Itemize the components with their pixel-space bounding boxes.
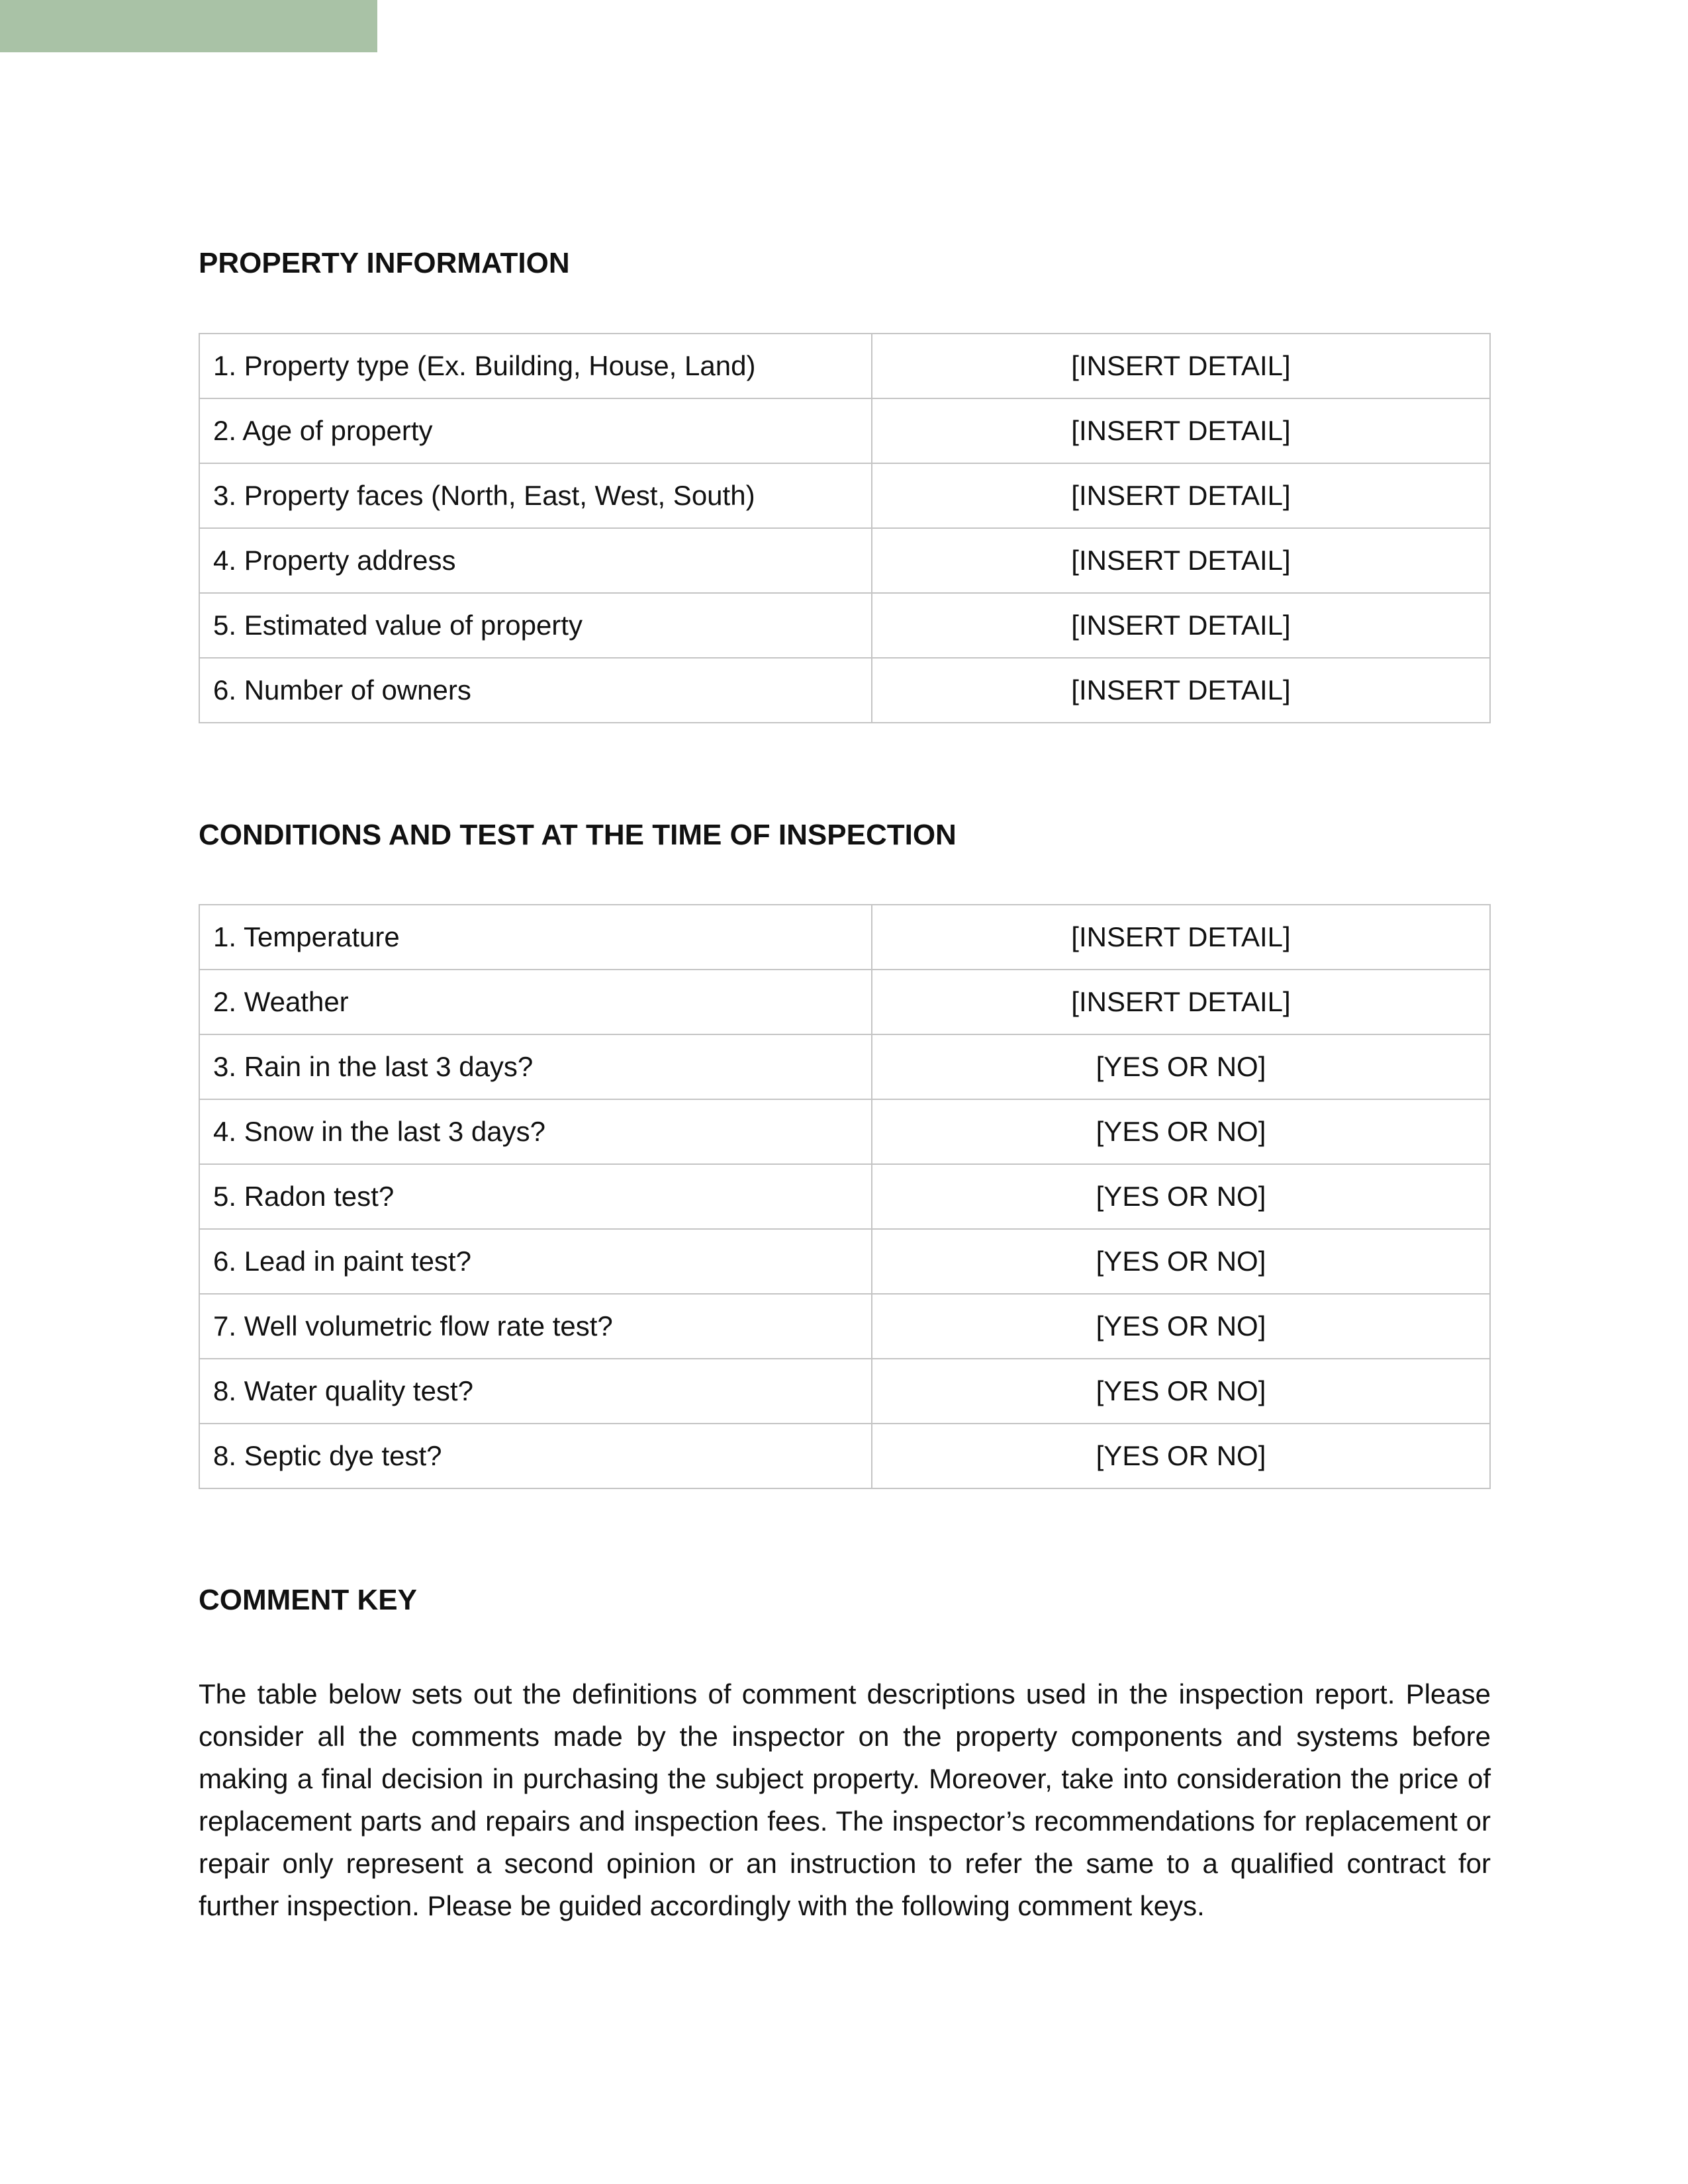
table-row bbox=[199, 334, 1490, 398]
row-label: 2. Age of property bbox=[199, 398, 872, 463]
row-label: 6. Number of owners bbox=[199, 658, 872, 723]
row-value-field[interactable]: [INSERT DETAIL] bbox=[872, 905, 1490, 970]
row-label: 4. Property address bbox=[199, 528, 872, 593]
row-value-field[interactable]: [YES OR NO] bbox=[872, 1034, 1490, 1099]
row-value-field[interactable]: [INSERT DETAIL] bbox=[872, 463, 1490, 528]
row-label: 3. Rain in the last 3 days? bbox=[199, 1034, 872, 1099]
row-value-field[interactable]: [YES OR NO] bbox=[872, 1294, 1490, 1359]
table-row bbox=[199, 398, 1490, 463]
conditions-table bbox=[199, 904, 1491, 1489]
row-value-field[interactable]: [INSERT DETAIL] bbox=[872, 593, 1490, 658]
row-value-field[interactable]: [YES OR NO] bbox=[872, 1424, 1490, 1488]
row-label: 5. Radon test? bbox=[199, 1164, 872, 1229]
row-value-field[interactable]: [YES OR NO] bbox=[872, 1359, 1490, 1424]
row-label: 8. Water quality test? bbox=[199, 1359, 872, 1424]
table-row bbox=[199, 970, 1490, 1034]
table-row bbox=[199, 528, 1490, 593]
table-row bbox=[199, 1034, 1490, 1099]
row-value-field[interactable]: [INSERT DETAIL] bbox=[872, 398, 1490, 463]
row-value-field[interactable]: [INSERT DETAIL] bbox=[872, 970, 1490, 1034]
row-label: 2. Weather bbox=[199, 970, 872, 1034]
row-label: 3. Property faces (North, East, West, South) bbox=[199, 463, 872, 528]
table-row bbox=[199, 463, 1490, 528]
header-accent-bar bbox=[0, 0, 377, 52]
row-value-field[interactable]: [YES OR NO] bbox=[872, 1099, 1490, 1164]
row-label: 6. Lead in paint test? bbox=[199, 1229, 872, 1294]
row-value-field[interactable]: [INSERT DETAIL] bbox=[872, 528, 1490, 593]
row-value-field[interactable]: [YES OR NO] bbox=[872, 1229, 1490, 1294]
row-value-field[interactable]: [INSERT DETAIL] bbox=[872, 334, 1490, 398]
row-value-field[interactable]: [INSERT DETAIL] bbox=[872, 658, 1490, 723]
table-row bbox=[199, 1424, 1490, 1488]
row-label: 8. Septic dye test? bbox=[199, 1424, 872, 1488]
table-row bbox=[199, 658, 1490, 723]
comment-key-paragraph: The table below sets out the definitions of comment descriptions used in the inspection report. Please consider all the comments made by the inspector on the property components and systems before making a final decision in purchasing the subject property. Moreover, take into consideration the price of replacement parts and repairs and inspection fees. The inspector’s recommendations for replacement or repair only represent a second opinion or an instruction to refer the same to a qualified contract for further inspection. Please be guided accordingly with the following comment keys. bbox=[199, 1678, 1491, 1921]
property-information-heading: PROPERTY INFORMATION bbox=[199, 247, 570, 279]
row-label: 4. Snow in the last 3 days? bbox=[199, 1099, 872, 1164]
row-label: 1. Property type (Ex. Building, House, Land) bbox=[199, 334, 872, 398]
row-label: 1. Temperature bbox=[199, 905, 872, 970]
table-row bbox=[199, 905, 1490, 970]
row-label: 7. Well volumetric flow rate test? bbox=[199, 1294, 872, 1359]
conditions-heading: CONDITIONS AND TEST AT THE TIME OF INSPECTION bbox=[199, 819, 957, 851]
table-row bbox=[199, 1359, 1490, 1424]
table-row bbox=[199, 593, 1490, 658]
table-row bbox=[199, 1294, 1490, 1359]
comment-key-heading: COMMENT KEY bbox=[199, 1584, 417, 1616]
table-row bbox=[199, 1164, 1490, 1229]
table-row bbox=[199, 1099, 1490, 1164]
row-value-field[interactable]: [YES OR NO] bbox=[872, 1164, 1490, 1229]
property-information-table bbox=[199, 333, 1491, 723]
row-label: 5. Estimated value of property bbox=[199, 593, 872, 658]
table-row bbox=[199, 1229, 1490, 1294]
